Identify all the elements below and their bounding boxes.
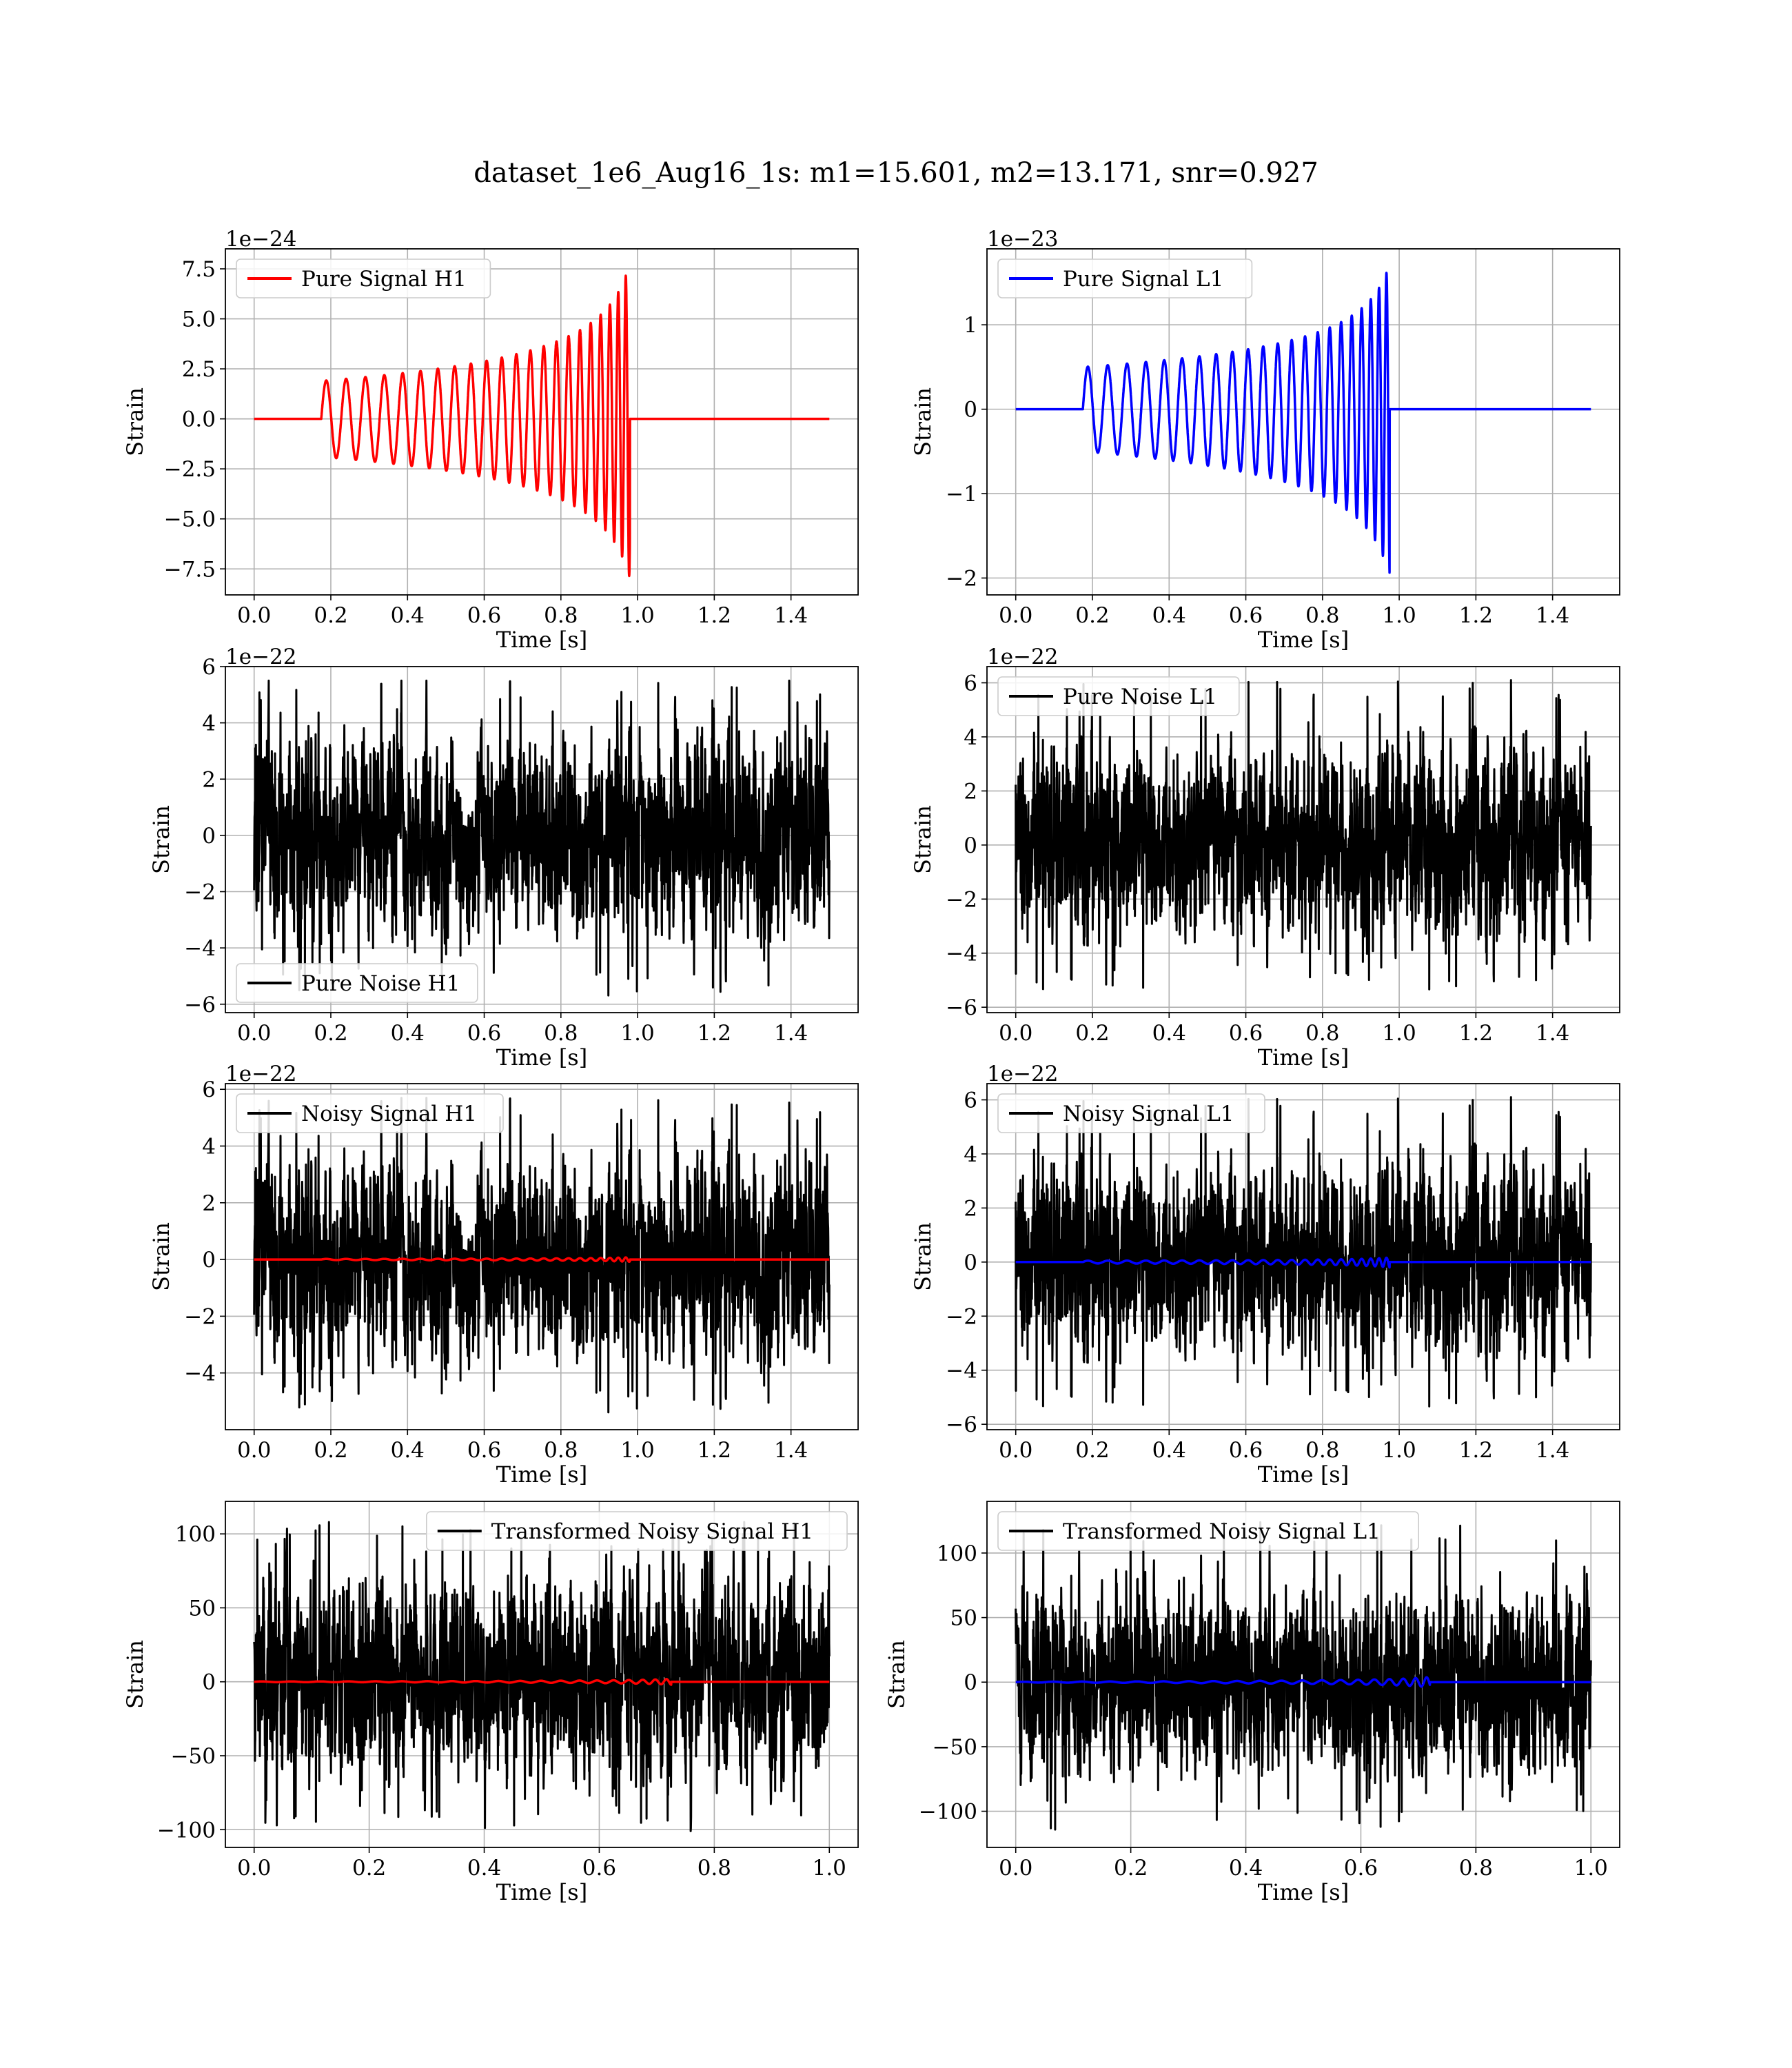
x-tick-label: 0.0 xyxy=(999,1438,1033,1463)
x-tick-label: 1.0 xyxy=(812,1856,846,1881)
x-tick-label: 0.2 xyxy=(1113,1856,1148,1881)
series-line-pure-signal-l1 xyxy=(1016,273,1591,573)
series-group xyxy=(254,1522,830,1831)
x-tick-label: 0.0 xyxy=(999,1021,1033,1046)
x-tick-label: 1.0 xyxy=(1382,1021,1416,1046)
legend xyxy=(236,259,490,298)
x-tick-label: 0.0 xyxy=(237,1021,272,1046)
x-tick-label: 0.2 xyxy=(1075,1021,1110,1046)
x-tick-label: 0.4 xyxy=(1152,1438,1186,1463)
x-tick-label: 0.8 xyxy=(544,1438,578,1463)
y-tick-label: 0.0 xyxy=(181,407,216,432)
y-tick-label: 100 xyxy=(936,1541,977,1566)
y-tick-label: −2 xyxy=(946,887,977,913)
x-axis-label: Time [s] xyxy=(1257,1879,1350,1905)
legend-label: Noisy Signal H1 xyxy=(301,1102,477,1126)
x-tick-label: 1.2 xyxy=(697,603,732,628)
x-tick-label: 1.0 xyxy=(1382,1438,1416,1463)
x-tick-label: 0.8 xyxy=(544,603,578,628)
x-tick-label: 1.0 xyxy=(620,1021,655,1046)
x-tick-label: 0.6 xyxy=(1343,1856,1378,1881)
x-tick-label: 1.2 xyxy=(697,1438,732,1463)
series-group xyxy=(254,276,830,576)
y-tick-label: 0 xyxy=(202,1670,216,1695)
x-tick-label: 0.6 xyxy=(1228,603,1263,628)
y-tick-label: 2 xyxy=(202,767,216,793)
y-tick-label: 2 xyxy=(202,1190,216,1216)
x-axis-label: Time [s] xyxy=(496,1044,588,1071)
x-tick-label: 0.6 xyxy=(467,603,502,628)
y-tick-label: 4 xyxy=(964,724,977,750)
legend-label: Pure Signal H1 xyxy=(301,267,467,292)
y-tick-label: −50 xyxy=(170,1743,216,1769)
x-tick-label: 0.2 xyxy=(314,603,348,628)
y-tick-label: 0 xyxy=(964,833,977,858)
subplot-pure-signal-l1 xyxy=(910,227,1620,653)
y-tick-label: 0 xyxy=(202,1248,216,1273)
x-tick-label: 1.4 xyxy=(1535,1021,1570,1046)
y-tick-label: 6 xyxy=(964,671,977,696)
x-tick-label: 0.8 xyxy=(1305,603,1340,628)
y-tick-label: −4 xyxy=(946,1358,977,1383)
x-tick-label: 0.2 xyxy=(314,1438,348,1463)
x-axis-label: Time [s] xyxy=(1257,627,1350,653)
y-tick-label: 6 xyxy=(964,1088,977,1113)
subplot-noisy-signal-l1 xyxy=(910,1062,1620,1488)
subplot-pure-noise-h1 xyxy=(148,645,858,1071)
axes-frame xyxy=(987,249,1620,595)
y-tick-label: 0 xyxy=(202,823,216,849)
x-tick-label: 1.0 xyxy=(1574,1856,1608,1881)
y-tick-label: −2.5 xyxy=(163,457,216,483)
y-tick-label: 2.5 xyxy=(181,357,216,383)
y-tick-label: 1 xyxy=(964,313,977,338)
y-tick-label: −50 xyxy=(932,1734,977,1760)
x-tick-label: 0.6 xyxy=(467,1021,502,1046)
offset-text: 1e−22 xyxy=(987,645,1059,669)
legend xyxy=(998,1512,1418,1550)
legend xyxy=(998,677,1239,716)
y-tick-label: 0 xyxy=(964,1670,977,1696)
y-tick-label: −5.0 xyxy=(163,507,216,532)
offset-text: 1e−22 xyxy=(987,1062,1059,1086)
subplot-noisy-signal-h1 xyxy=(148,1062,858,1488)
axes-frame xyxy=(225,249,858,595)
series-group xyxy=(1016,680,1591,990)
y-tick-label: −2 xyxy=(946,566,977,591)
series-group xyxy=(1016,1522,1591,1829)
subplot-transformed-noisy-signal-l1 xyxy=(884,1501,1620,1905)
y-axis-label: Strain xyxy=(148,805,174,874)
y-tick-label: 5.0 xyxy=(181,307,216,332)
series-group xyxy=(1016,273,1591,573)
x-tick-label: 1.2 xyxy=(1458,1438,1494,1463)
y-axis-label: Strain xyxy=(910,387,936,456)
y-axis-label: Strain xyxy=(910,805,936,874)
y-tick-label: 4 xyxy=(964,1142,977,1167)
x-tick-label: 1.2 xyxy=(697,1021,732,1046)
series-line-noisy-signal-l1 xyxy=(1016,1097,1591,1407)
x-tick-label: 0.8 xyxy=(544,1021,578,1046)
x-tick-label: 0.8 xyxy=(1458,1856,1494,1881)
x-tick-label: 0.4 xyxy=(390,603,425,628)
offset-text: 1e−23 xyxy=(987,227,1059,252)
x-axis-label: Time [s] xyxy=(496,1879,588,1905)
x-axis-label: Time [s] xyxy=(496,627,588,653)
series-line-pure-noise-l1 xyxy=(1016,680,1591,990)
x-tick-label: 1.0 xyxy=(1382,603,1416,628)
y-tick-label: −100 xyxy=(156,1818,216,1843)
series-line-transformed-noisy-signal-h1 xyxy=(254,1522,830,1831)
legend-label: Pure Signal L1 xyxy=(1063,267,1224,292)
legend xyxy=(427,1512,847,1550)
x-tick-label: 1.0 xyxy=(620,603,655,628)
x-axis-label: Time [s] xyxy=(496,1461,588,1488)
x-tick-label: 1.2 xyxy=(1458,603,1494,628)
x-tick-label: 0.4 xyxy=(1152,603,1186,628)
x-tick-label: 0.6 xyxy=(1228,1438,1263,1463)
x-tick-label: 0.6 xyxy=(1228,1021,1263,1046)
series-group xyxy=(254,1098,830,1412)
legend-label: Transformed Noisy Signal H1 xyxy=(491,1519,814,1544)
legend-label: Noisy Signal L1 xyxy=(1063,1102,1234,1126)
y-tick-label: 6 xyxy=(202,655,216,680)
y-tick-label: −1 xyxy=(946,482,977,507)
y-tick-label: −2 xyxy=(946,1304,977,1330)
series-line-noisy-signal-h1 xyxy=(254,1098,830,1412)
x-tick-label: 1.4 xyxy=(1535,1438,1570,1463)
subplot-pure-signal-h1 xyxy=(122,227,858,653)
x-axis-label: Time [s] xyxy=(1257,1044,1350,1071)
y-tick-label: 50 xyxy=(950,1605,977,1631)
x-tick-label: 1.2 xyxy=(1458,1021,1494,1046)
offset-text: 1e−22 xyxy=(225,1062,297,1086)
offset-text: 1e−24 xyxy=(225,227,297,252)
legend-label: Transformed Noisy Signal L1 xyxy=(1063,1519,1381,1544)
legend xyxy=(236,1094,503,1133)
x-tick-label: 1.4 xyxy=(773,603,808,628)
x-tick-label: 0.8 xyxy=(1305,1021,1340,1046)
x-tick-label: 1.0 xyxy=(620,1438,655,1463)
y-tick-label: 4 xyxy=(202,711,216,736)
x-tick-label: 0.4 xyxy=(390,1021,425,1046)
x-tick-label: 1.4 xyxy=(1535,603,1570,628)
y-tick-label: 4 xyxy=(202,1134,216,1159)
y-tick-label: 100 xyxy=(174,1522,216,1548)
y-tick-label: 6 xyxy=(202,1077,216,1103)
y-tick-label: −6 xyxy=(946,995,977,1021)
x-tick-label: 0.8 xyxy=(697,1856,732,1881)
legend-label: Pure Noise L1 xyxy=(1063,685,1217,709)
x-tick-label: 0.2 xyxy=(1075,1438,1110,1463)
x-tick-label: 0.6 xyxy=(467,1438,502,1463)
x-tick-label: 0.2 xyxy=(352,1856,387,1881)
x-axis-label: Time [s] xyxy=(1257,1461,1350,1488)
y-tick-label: 2 xyxy=(964,779,977,804)
y-tick-label: −2 xyxy=(184,880,216,905)
y-tick-label: 7.5 xyxy=(181,257,216,283)
x-tick-label: 0.4 xyxy=(1228,1856,1263,1881)
legend-label: Pure Noise H1 xyxy=(301,971,460,996)
y-tick-label: −6 xyxy=(946,1412,977,1438)
y-axis-label: Strain xyxy=(148,1222,174,1291)
offset-text: 1e−22 xyxy=(225,645,297,669)
x-tick-label: 1.4 xyxy=(773,1438,808,1463)
series-line-pure-signal-h1 xyxy=(254,276,830,576)
x-tick-label: 0.0 xyxy=(999,1856,1033,1881)
series-line-transformed-noisy-signal-l1 xyxy=(1016,1522,1591,1829)
y-tick-label: −4 xyxy=(184,1361,216,1386)
x-tick-label: 0.2 xyxy=(314,1021,348,1046)
x-tick-label: 0.0 xyxy=(237,603,272,628)
y-tick-label: −4 xyxy=(184,936,216,962)
x-tick-label: 0.6 xyxy=(582,1856,617,1881)
x-tick-label: 0.0 xyxy=(237,1856,272,1881)
y-axis-label: Strain xyxy=(884,1640,910,1709)
x-tick-label: 0.2 xyxy=(1075,603,1110,628)
y-axis-label: Strain xyxy=(910,1222,936,1291)
x-tick-label: 0.4 xyxy=(467,1856,502,1881)
x-tick-label: 1.4 xyxy=(773,1021,808,1046)
legend xyxy=(236,964,478,1002)
x-tick-label: 0.0 xyxy=(999,603,1033,628)
x-tick-label: 0.4 xyxy=(390,1438,425,1463)
series-group xyxy=(1016,1097,1591,1407)
legend xyxy=(998,1094,1265,1133)
y-tick-label: −7.5 xyxy=(163,557,216,582)
y-axis-label: Strain xyxy=(122,387,148,456)
y-tick-label: 0 xyxy=(964,397,977,423)
x-tick-label: 0.0 xyxy=(237,1438,272,1463)
y-tick-label: −100 xyxy=(918,1799,977,1825)
x-tick-label: 0.4 xyxy=(1152,1021,1186,1046)
y-axis-label: Strain xyxy=(122,1640,148,1709)
y-tick-label: −4 xyxy=(946,941,977,966)
y-tick-label: −6 xyxy=(184,992,216,1017)
subplot-transformed-noisy-signal-h1 xyxy=(122,1501,858,1905)
x-tick-label: 0.8 xyxy=(1305,1438,1340,1463)
y-tick-label: 2 xyxy=(964,1196,977,1221)
y-tick-label: 0 xyxy=(964,1250,977,1275)
legend xyxy=(998,259,1252,298)
subplot-pure-noise-l1 xyxy=(910,645,1620,1071)
y-tick-label: 50 xyxy=(188,1596,216,1621)
y-tick-label: −2 xyxy=(184,1304,216,1330)
figure-title: dataset_1e6_Aug16_1s: m1=15.601, m2=13.171, snr=0.927 xyxy=(474,157,1318,189)
